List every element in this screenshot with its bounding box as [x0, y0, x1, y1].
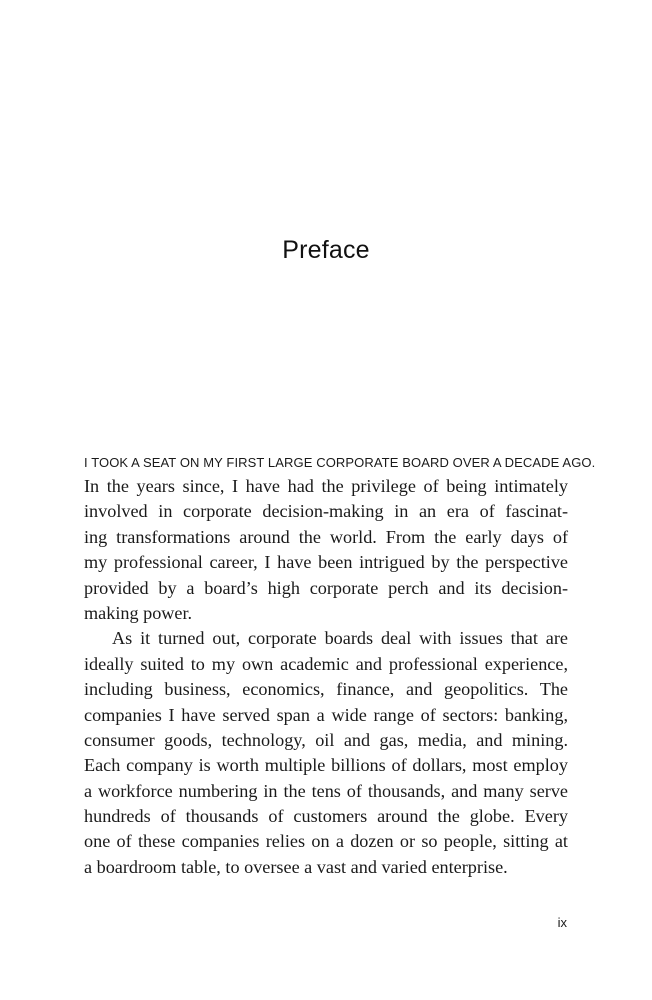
text-line: In the years since, I have had the privilege of being intimately — [84, 476, 568, 496]
text-line: my professional career, I have been intrigued by the perspective — [84, 552, 568, 573]
text-line: Each company is worth multiple billions of dollars, most employ — [84, 755, 568, 776]
text-line: a workforce numbering in the tens of thousands, and many serve — [84, 780, 568, 801]
text-line: involved in corporate decision-making in an era of fascinat- — [84, 501, 568, 522]
text-line: consumer goods, technology, oil and gas, media, and mining. — [84, 729, 568, 750]
paragraph-2 — [84, 626, 568, 880]
text-line: including business, economics, finance, and geopolitics. The — [84, 679, 568, 700]
text-line: provided by a board’s high corporate perch and its decision- — [84, 577, 568, 598]
page-number: ix — [557, 915, 567, 930]
text-line: As it turned out, corporate boards deal with issues that are — [112, 628, 568, 649]
text-line: making power. — [84, 602, 193, 623]
text-line: a boardroom table, to oversee a vast and varied enterprise. — [84, 856, 508, 877]
text-line: ideally suited to my own academic and professional experience, — [84, 653, 568, 674]
text-line: ing transformations around the world. From the early days of — [84, 526, 568, 547]
body-text — [84, 474, 568, 880]
paragraph-1 — [84, 474, 568, 626]
lead-in-small-caps: I TOOK A SEAT ON MY FIRST LARGE CORPORATE BOARD OVER A DECADE AGO. — [84, 455, 596, 470]
text-line: hundreds of thousands of customers around the globe. Every — [84, 806, 568, 827]
text-line: companies I have served span a wide range of sectors: banking, — [84, 704, 568, 725]
text-line: one of these companies relies on a dozen or so people, sitting at — [84, 831, 568, 852]
chapter-title: Preface — [282, 236, 370, 264]
